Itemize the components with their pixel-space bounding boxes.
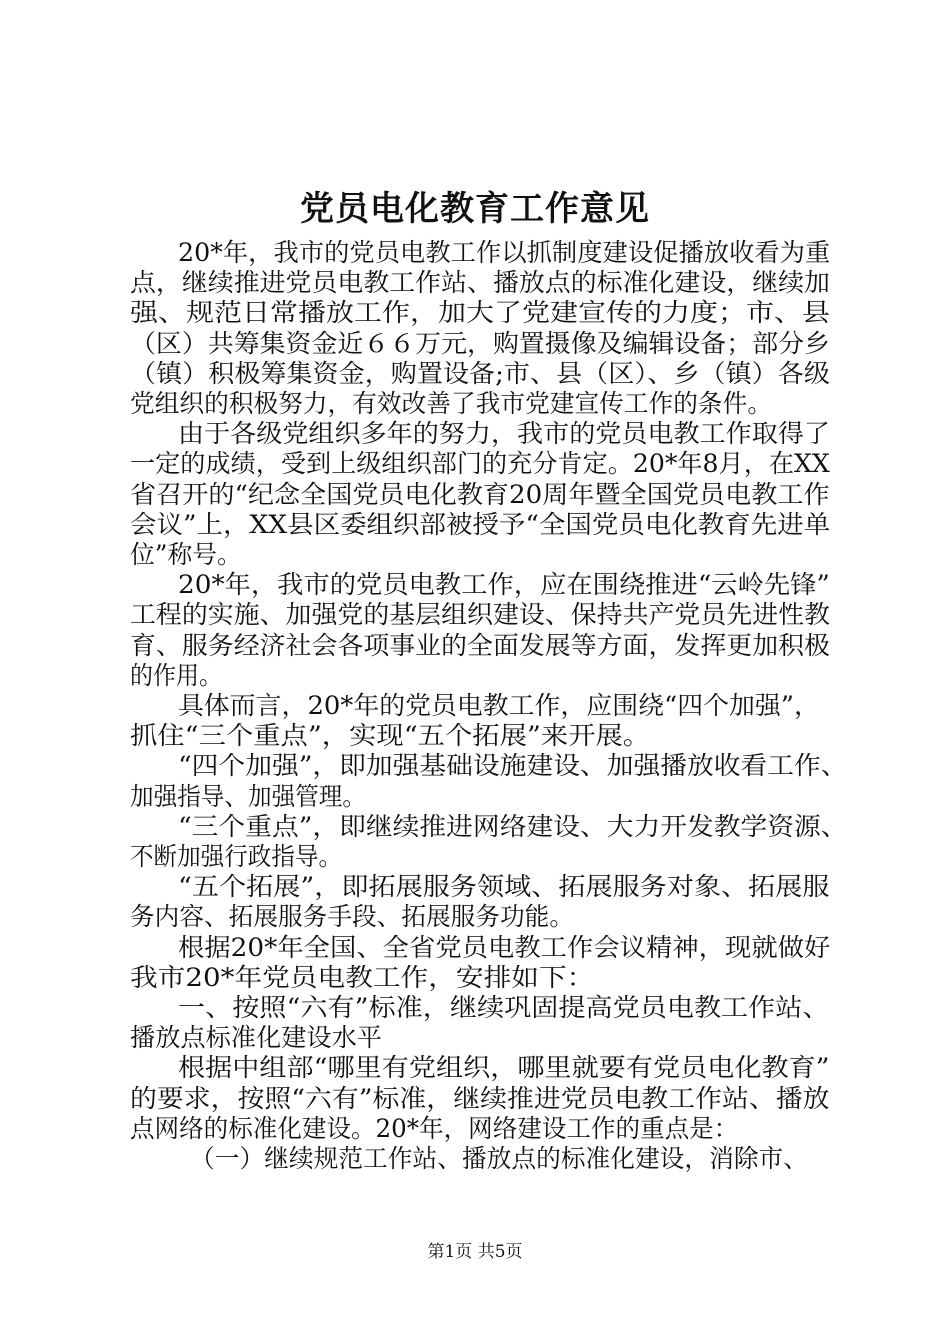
- paragraph-line: 我市20*年党员电教工作，安排如下：: [130, 963, 595, 992]
- document-title: 党员电化教育工作意见: [300, 189, 650, 229]
- paragraph-line: 位”称号。: [130, 540, 242, 569]
- paragraph-line: 播放点标准化建设水平: [130, 1023, 383, 1052]
- paragraph-line: 的要求，按照“六有”标准，继续推进党员电教工作站、播放: [130, 1084, 830, 1113]
- paragraph-line: （一）继续规范工作站、播放点的标准化建设，消除市、: [190, 1144, 809, 1173]
- paragraph-line: 点，继续推进党员电教工作站、播放点的标准化建设，继续加: [130, 268, 830, 297]
- paragraph-line: （区）共筹集资金近６６万元，购置摄像及编辑设备；部分乡: [130, 329, 830, 358]
- paragraph-line: 工程的实施、加强党的基层组织建设、保持共产党员先进性教: [130, 600, 830, 629]
- paragraph-line: 的作用。: [130, 661, 223, 690]
- paragraph-line: （镇）积极筹集资金，购置设备;市、县（区）、乡（镇）各级: [130, 359, 830, 388]
- paragraph-line: 会议”上，XX县区委组织部被授予“全国党员电化教育先进单: [130, 510, 831, 539]
- paragraph-line: 强、规范日常播放工作，加大了党建宣传的力度；市、县: [130, 298, 831, 327]
- paragraph-line: 抓住“三个重点”，实现“五个拓展”来开展。: [130, 721, 651, 750]
- paragraph-line: 省召开的“纪念全国党员电化教育20周年暨全国党员电教工作: [130, 480, 830, 509]
- paragraph-line: 根据20*年全国、全省党员电教工作会议精神，现就做好: [178, 933, 831, 962]
- paragraph-line: “三个重点”，即继续推进网络建设、大力开发教学资源、: [178, 812, 848, 841]
- paragraph-line: “四个加强”，即加强基础设施建设、加强播放收看工作、: [178, 751, 848, 780]
- paragraph-line: 点网络的标准化建设。20*年，网络建设工作的重点是：: [130, 1114, 739, 1143]
- page-footer: 第1页 共5页: [427, 1242, 523, 1262]
- paragraph-line: 由于各级党组织多年的努力，我市的党员电教工作取得了: [178, 419, 831, 448]
- paragraph-line: 务内容、拓展服务手段、拓展服务功能。: [130, 902, 575, 931]
- paragraph-line: 具体而言，20*年的党员电教工作，应围绕“四个加强”，: [178, 691, 820, 720]
- paragraph-line: 根据中组部“哪里有党组织，哪里就要有党员电化教育”: [178, 1053, 830, 1082]
- paragraph-line: “五个拓展”，即拓展服务领域、拓展服务对象、拓展服: [178, 872, 830, 901]
- paragraph-line: 不断加强行政指导。: [130, 842, 343, 871]
- paragraph-line: 加强指导、加强管理。: [130, 782, 367, 811]
- paragraph-line: 20*年，我市的党员电教工作以抓制度建设促播放收看为重: [178, 238, 831, 267]
- paragraph-line: 一定的成绩，受到上级组织部门的充分肯定。20*年8月，在XX: [130, 449, 830, 478]
- paragraph-line: 一、按照“六有”标准，继续巩固提高党员电教工作站、: [178, 993, 830, 1022]
- paragraph-line: 20*年，我市的党员电教工作，应在围绕推进“云岭先锋”: [178, 570, 830, 599]
- paragraph-line: 育、服务经济社会各项事业的全面发展等方面，发挥更加积极: [130, 631, 830, 660]
- paragraph-line: 党组织的积极努力，有效改善了我市党建宣传工作的条件。: [130, 389, 773, 418]
